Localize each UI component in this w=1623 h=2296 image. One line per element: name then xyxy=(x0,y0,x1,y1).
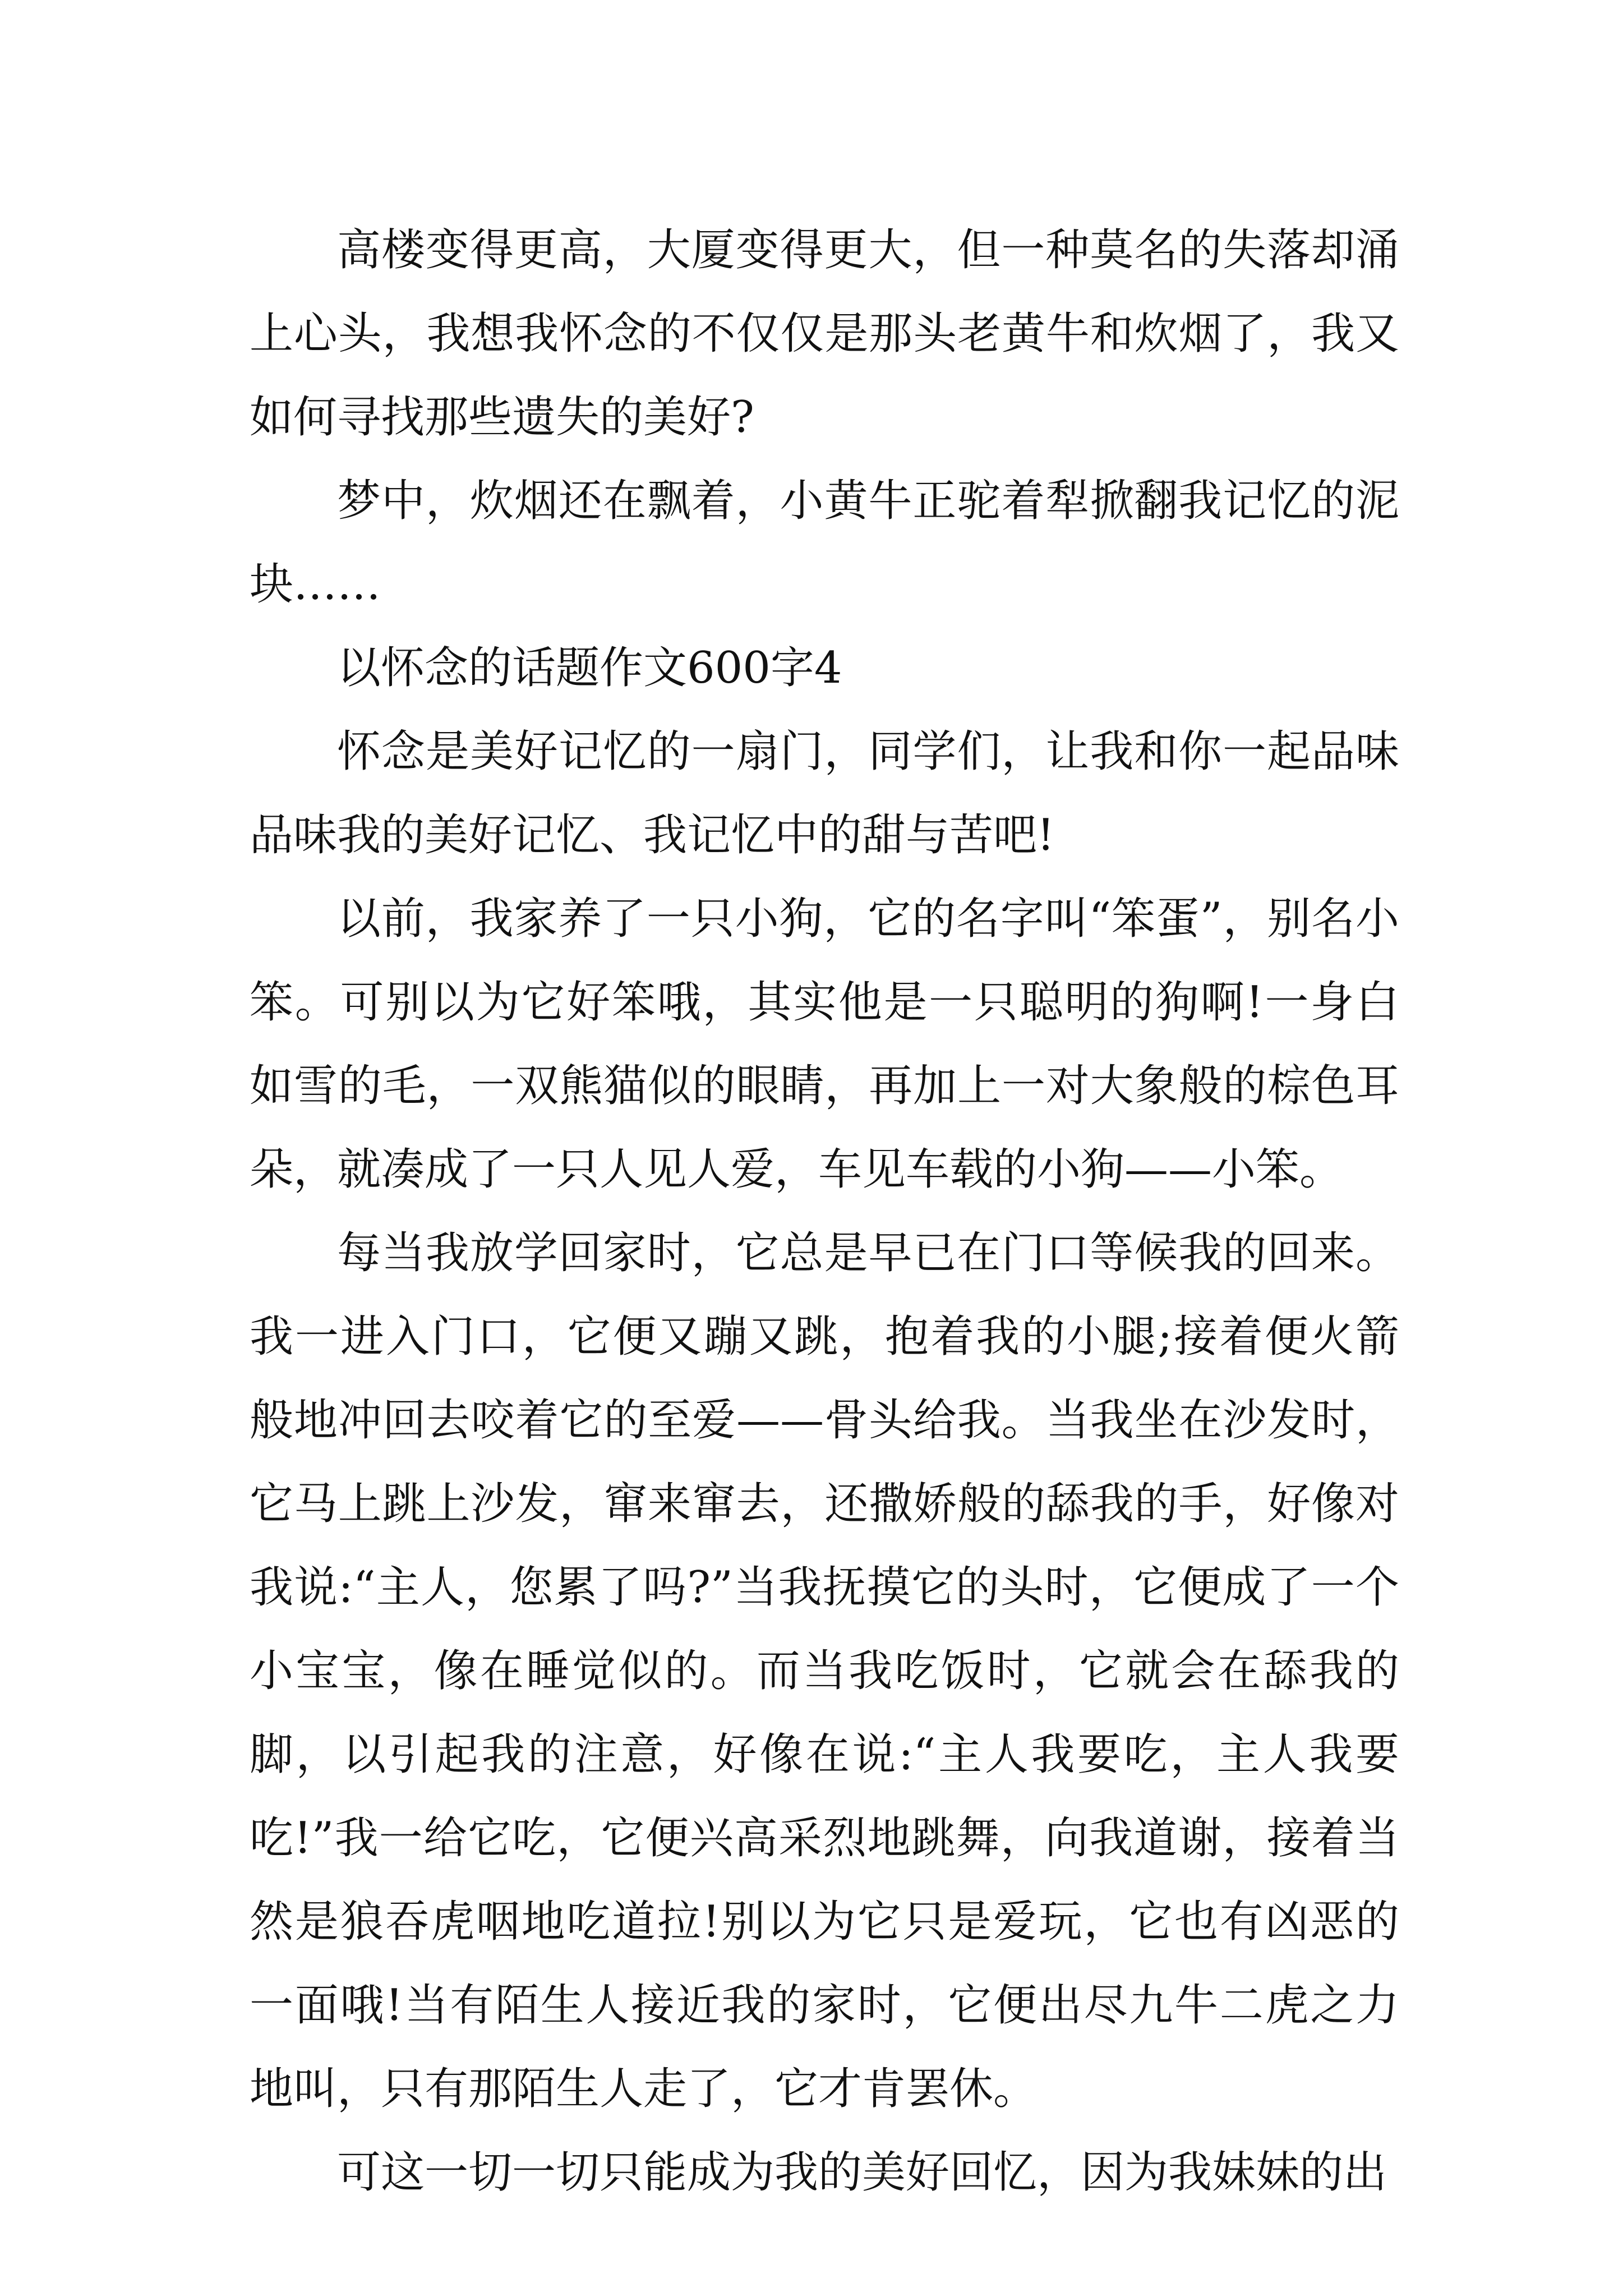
paragraph: 以前，我家养了一只小狗，它的名字叫“笨蛋”，别名小笨。可别以为它好笨哦，其实他是一只聪明的狗啊!一身白如雪的毛，一双熊猫似的眼睛，再加上一对大象般的棕色耳朵，就凑成了一只人见人爱，车见车载的小狗——小笨。 xyxy=(250,894,1399,1195)
document-body xyxy=(250,209,1399,2215)
paragraph: 每当我放学回家时，它总是早已在门口等候我的回来。我一进入门口，它便又蹦又跳，抱着我的小腿;接着便火箭般地冲回去咬着它的至爱——骨头给我。当我坐在沙发时，它马上跳上沙发，窜来窜去，还撒娇般的舔我的手，好像对我说:“主人，您累了吗?”当我抚摸它的头时，它便成了一个小宝宝，像在睡觉似的。而当我吃饭时，它就会在舔我的脚，以引起我的注意，好像在说:“主人我要吃，主人我要吃!”我一给它吃，它便兴高采烈地跳舞，向我道谢，接着当然是狼吞虎咽地吃道拉!别以为它只是爱玩，它也有凶恶的一面哦!当有陌生人接近我的家时，它便出尽九牛二虎之力地叫，只有那陌生人走了，它才肯罢休。 xyxy=(250,1228,1399,2114)
paragraph: 梦中，炊烟还在飘着，小黄牛正驼着犁掀翻我记忆的泥块…… xyxy=(250,476,1399,610)
paragraph: 高楼变得更高，大厦变得更大，但一种莫名的失落却涌上心头，我想我怀念的不仅仅是那头老黄牛和炊烟了，我又如何寻找那些遗失的美好? xyxy=(250,225,1399,443)
paragraph: 怀念是美好记忆的一扇门，同学们，让我和你一起品味品味我的美好记忆、我记忆中的甜与苦吧! xyxy=(250,726,1399,861)
paragraph: 可这一切一切只能成为我的美好回忆，因为我妹妹的出 xyxy=(337,2147,1387,2198)
section-heading: 以怀念的话题作文600字4 xyxy=(337,643,842,693)
